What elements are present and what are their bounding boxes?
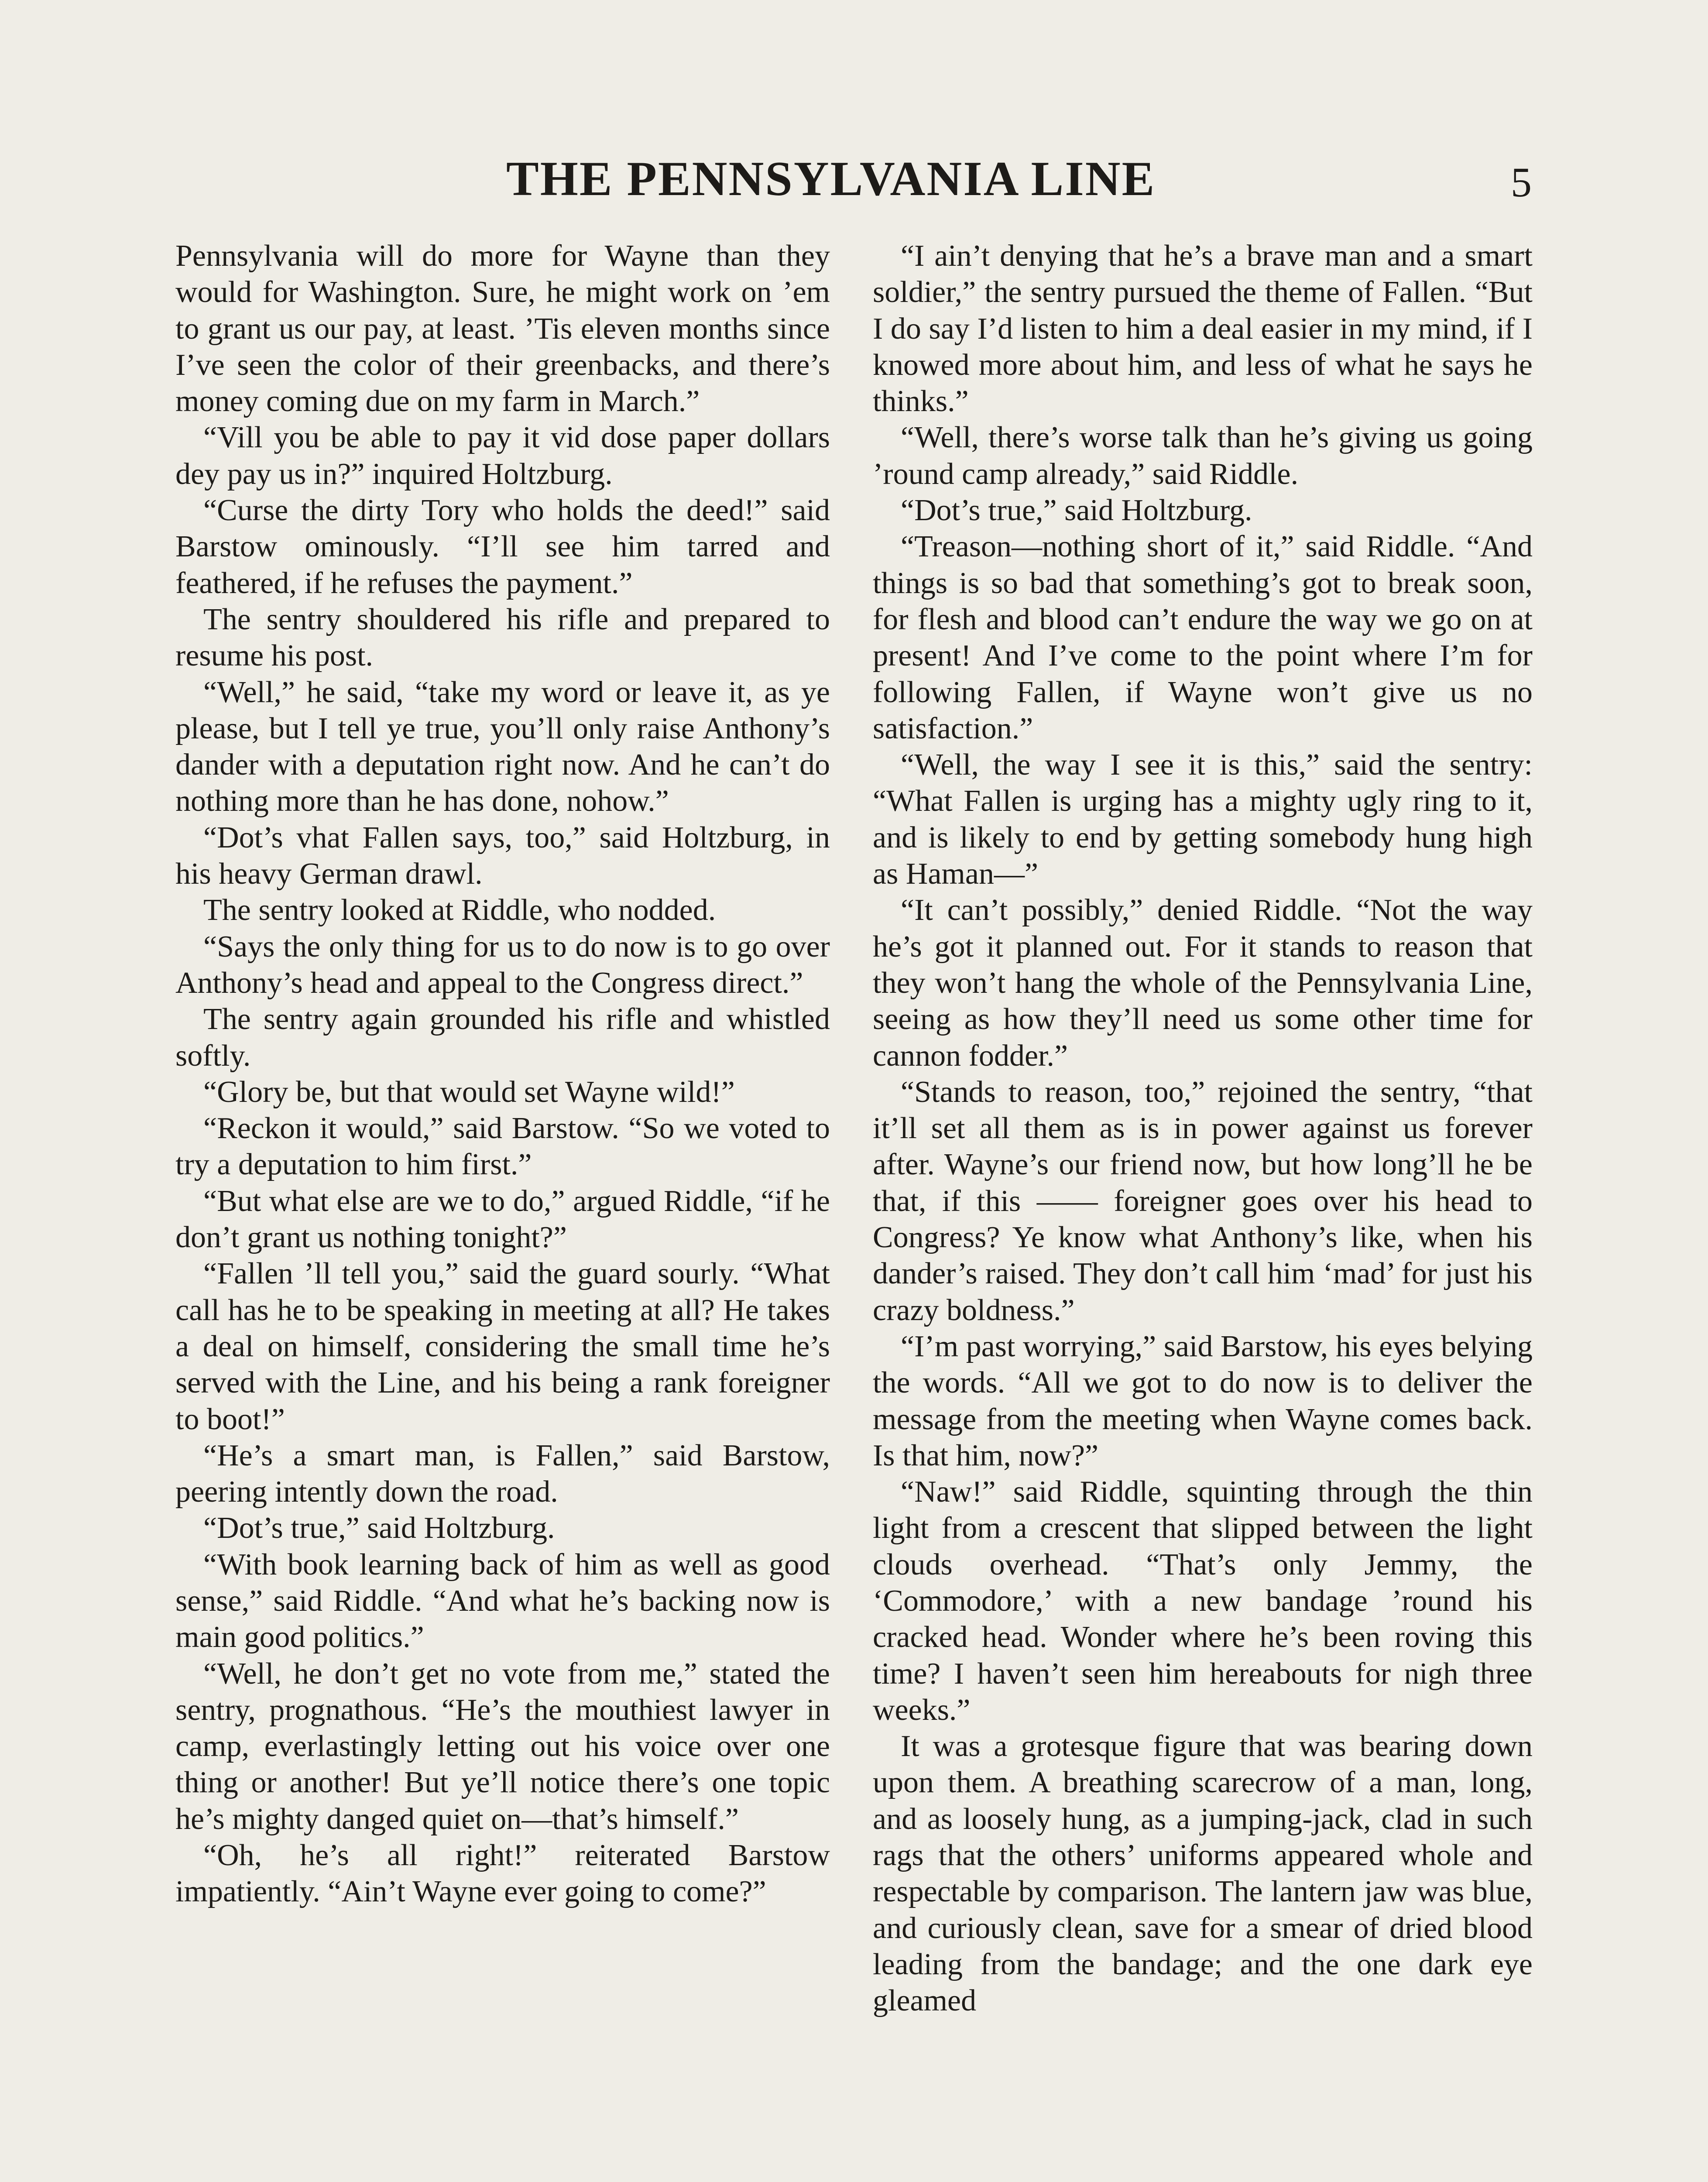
page-header <box>0 144 1708 214</box>
paragraph: “Fallen ’ll tell you,” said the guard sourly. “What call has he to be speaking in meeting at all? He takes a deal on himself, considering the small time he’s served with the Line, and his being a rank foreigner to boot!” <box>175 1257 830 1436</box>
running-title: THE PENNSYLVANIA LINE <box>506 152 1156 206</box>
paragraph: “Oh, he’s all right!” reiterated Barstow impatiently. “Ain’t Wayne ever going to come?” <box>175 1839 830 1909</box>
paragraph: “Vill you be able to pay it vid dose paper dollars dey pay us in?” inquired Holtzburg. <box>175 421 830 491</box>
paragraph: “He’s a smart man, is Fallen,” said Barstow, peering intently down the road. <box>175 1438 830 1509</box>
paragraph: “Well, there’s worse talk than he’s giving us going ’round camp already,” said Riddle. <box>873 421 1533 491</box>
paragraph: “Treason—nothing short of it,” said Riddle. “And things is so bad that something’s got to break soon, for flesh and blood can’t endure the way we go on at present! And I’ve come to the point where I’m for following Fallen, if Wayne won’t give us no satisfaction.” <box>873 530 1533 745</box>
paragraph: “Reckon it would,” said Barstow. “So we voted to try a deputation to him first.” <box>175 1112 830 1182</box>
paragraph: “Curse the dirty Tory who holds the deed!” said Barstow ominously. “I’ll see him tarred and feathered, if he refuses the payment.” <box>175 494 830 600</box>
page-number: 5 <box>1511 159 1532 206</box>
paragraph: “Says the only thing for us to do now is to go over Anthony’s head and appeal to the Congress direct.” <box>175 930 830 1000</box>
paragraph: “Stands to reason, too,” rejoined the sentry, “that it’ll set all them as is in power against us forever after. Wayne’s our friend now, but how long’ll he be that, if this —— foreigner goes over his head to Congress? Ye know what Anthony’s like, when his dander’s raised. They don’t call him ‘mad’ for just his crazy boldness.” <box>873 1075 1533 1327</box>
paragraph: The sentry looked at Riddle, who nodded. <box>203 893 716 927</box>
paragraph: “Well, the way I see it is this,” said the sentry: “What Fallen is urging has a mighty ugly ring to it, and is likely to end by getting somebody hung high as Haman—” <box>873 748 1533 891</box>
paragraph: “Glory be, but that would set Wayne wild!” <box>203 1075 735 1109</box>
right-column <box>873 238 1533 2019</box>
paragraph: Pennsylvania will do more for Wayne than they would for Washington. Sure, he might work on ’em to grant us our pay, at least. ’Tis eleven months since I’ve seen the color of their greenbacks, and there’s money coming due on my farm in March.” <box>175 239 830 419</box>
paragraph: “With book learning back of him as well as good sense,” said Riddle. “And what he’s backing now is main good politics.” <box>175 1547 830 1654</box>
paragraph: “It can’t possibly,” denied Riddle. “Not the way he’s got it planned out. For it stands to reason that they won’t hang the whole of the Pennsylvania Line, seeing as how they’ll need us some other time for cannon fodder.” <box>873 893 1533 1073</box>
paragraph: “Well,” he said, “take my word or leave it, as ye please, but I tell ye true, you’ll only raise Anthony’s dander with a deputation right now. And he can’t do nothing more than he has done, nohow.” <box>175 675 830 818</box>
paragraph: The sentry shouldered his rifle and prepared to resume his post. <box>175 602 830 673</box>
paragraph: The sentry again grounded his rifle and whistled softly. <box>175 1002 830 1073</box>
paragraph: “Well, he don’t get no vote from me,” stated the sentry, prognathous. “He’s the mouthiest lawyer in camp, everlastingly letting out his voice over one thing or another! But ye’ll notice there’s one topic he’s mighty danged quiet on—that’s himself.” <box>175 1657 830 1836</box>
paragraph: “But what else are we to do,” argued Riddle, “if he don’t grant us nothing tonight?” <box>175 1184 830 1255</box>
paragraph: “Dot’s true,” said Holtzburg. <box>901 494 1252 528</box>
paragraph: “I’m past worrying,” said Barstow, his eyes belying the words. “All we got to do now is to deliver the message from the meeting when Wayne comes back. Is that him, now?” <box>873 1329 1533 1472</box>
paragraph: “Dot’s vhat Fallen says, too,” said Holtzburg, in his heavy German drawl. <box>175 820 830 891</box>
paragraph: “I ain’t denying that he’s a brave man and a smart soldier,” the sentry pursued the theme of Fallen. “But I do say I’d listen to him a deal easier in my mind, if I knowed more about him, and less of what he says he thinks.” <box>873 239 1533 419</box>
paragraph: “Naw!” said Riddle, squinting through the thin light from a crescent that slipped between the light clouds overhead. “That’s only Jemmy, the ‘Commodore,’ with a new bandage ’round his cracked head. Wonder where he’s been roving this time? I haven’t seen him hereabouts for nigh three weeks.” <box>873 1475 1533 1727</box>
left-column <box>175 238 830 1910</box>
paragraph: It was a grotesque figure that was bearing down upon them. A breathing scarecrow of a man, long, and as loosely hung, as a jumping-jack, clad in such rags that the others’ uniforms appeared whole and respectable by comparison. The lantern jaw was blue, and curiously clean, save for a smear of dried blood leading from the bandage; and the one dark eye gleamed <box>873 1729 1533 2018</box>
paragraph: “Dot’s true,” said Holtzburg. <box>203 1511 555 1545</box>
